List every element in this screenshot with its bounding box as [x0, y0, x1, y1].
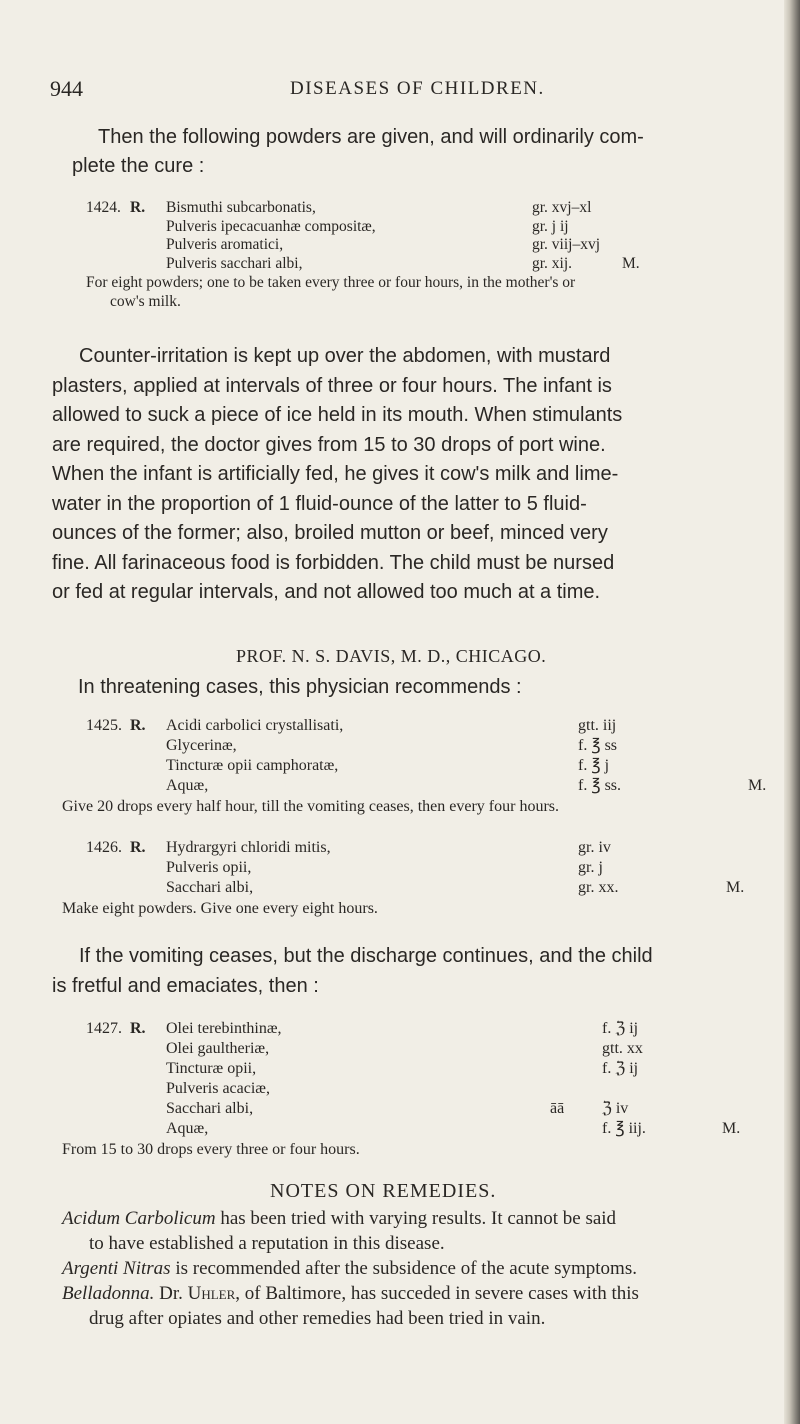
rx-number: 1427. — [86, 1020, 122, 1037]
rx-ingredient: Pulveris opii, — [166, 859, 252, 876]
rx-dose: gr. xx. — [578, 879, 619, 896]
note-text: drug after opiates and other remedies had been tried in vain. — [89, 1308, 546, 1329]
rx-symbol: R. — [130, 839, 146, 856]
running-head: DISEASES OF CHILDREN. — [290, 78, 545, 99]
rx-row — [86, 1039, 766, 1059]
notes-heading: NOTES ON REMEDIES. — [270, 1180, 497, 1202]
rx-ingredient: Pulveris aromatici, — [166, 236, 284, 253]
rx-row — [86, 1059, 766, 1079]
page-edge-shadow — [784, 0, 800, 1424]
physician-heading: PROF. N. S. DAVIS, M. D., CHICAGO. — [236, 646, 547, 666]
rx-dose: gtt. iij — [578, 717, 617, 734]
paragraph-line: When the infant is artificially fed, he gives it cow's milk and lime- — [52, 463, 619, 485]
rx-signature: M. — [748, 777, 767, 794]
paragraph-line: is fretful and emaciates, then : — [52, 974, 319, 997]
rx-ingredient: Tincturæ opii camphoratæ, — [166, 757, 339, 774]
page-number: 944 — [50, 76, 83, 101]
rx-symbol: R. — [130, 199, 146, 216]
paragraph-line: are required, the doctor gives from 15 to 30 drops of port wine. — [52, 433, 606, 456]
rx-row — [86, 1019, 766, 1039]
rx-row — [86, 736, 766, 756]
intro-paragraph-cont — [72, 152, 732, 182]
paragraph-line: or fed at regular intervals, and not allowed too much at a time. — [52, 581, 601, 603]
note-text: is recommended after the subsidence of the acute symptoms. — [170, 1258, 637, 1279]
prescription-1427 — [86, 1019, 766, 1139]
rx-number: 1424. — [86, 199, 121, 216]
rx-dose: gr. xvj–xl — [532, 199, 592, 216]
intro-paragraph — [98, 123, 758, 153]
rx-ingredient: Pulveris acaciæ, — [166, 1080, 270, 1097]
rx-dose: f. ℥ iij. — [602, 1120, 646, 1137]
intro-line: plete the cure : — [72, 155, 205, 177]
rx-row — [86, 1119, 766, 1139]
rx-number: 1426. — [86, 839, 122, 856]
rx-ingredient: Aquæ, — [166, 777, 209, 794]
rx-signature: M. — [722, 1120, 741, 1137]
rx-row — [86, 1099, 766, 1119]
rx-row — [86, 1079, 766, 1099]
rx-row — [86, 199, 766, 218]
rx-row — [86, 858, 766, 878]
rx-ingredient: Pulveris sacchari albi, — [166, 254, 303, 272]
physician-intro: In threatening cases, this physician recommends : — [78, 676, 522, 698]
rx-dose: f. ℥ j — [578, 757, 610, 774]
rx-row — [86, 756, 766, 776]
rx-instruction: Make eight powders. Give one every eight hours. — [62, 900, 378, 917]
rx-ingredient: Acidi carbolici crystallisati, — [166, 717, 344, 734]
notes-on-remedies — [62, 1206, 772, 1331]
rx-row — [86, 255, 766, 274]
rx-dose: f. ℨ ij — [602, 1020, 639, 1037]
prescription-1424 — [86, 199, 766, 273]
rx-dose: gr. j — [578, 859, 603, 876]
prescription-1425 — [86, 716, 766, 796]
note-belladonna — [62, 1281, 772, 1306]
paragraph-line: If the vomiting ceases, but the discharge continues, and the child — [79, 945, 653, 967]
rx-row — [86, 776, 766, 796]
rx-row — [86, 236, 766, 255]
rx-dose: f. ℥ ss. — [578, 777, 622, 794]
paragraph-vomiting — [52, 942, 764, 1001]
rx-ingredient: Sacchari albi, — [166, 1100, 254, 1117]
rx-ingredient: Pulveris ipecacuanhæ compositæ, — [166, 217, 376, 235]
note-text: has been tried with varying results. It cannot be said — [215, 1208, 617, 1229]
remedy-name: Belladonna. — [62, 1283, 155, 1304]
paragraph-counter-irritation — [52, 342, 764, 608]
page-header — [50, 76, 750, 106]
rx-dose: gtt. xx — [602, 1040, 643, 1057]
rx-dose: gr. viij–xvj — [532, 236, 601, 253]
rx-row — [86, 838, 766, 858]
remedy-name: Argenti Nitras — [62, 1258, 171, 1279]
rx-dose: gr. j ij — [532, 217, 569, 235]
note-text: to have established a reputation in this disease. — [89, 1233, 445, 1254]
rx-number: 1425. — [86, 717, 122, 734]
rx-instruction-line: cow's milk. — [110, 292, 181, 310]
rx-dose: gr. iv — [578, 839, 611, 856]
rx-dose: ℨ iv — [602, 1100, 629, 1117]
rx-1424-instruction — [86, 274, 766, 311]
rx-instruction: From 15 to 30 drops every three or four hours. — [62, 1141, 360, 1158]
rx-instruction-line: For eight powders; one to be taken every three or four hours, in the mother's or — [86, 274, 576, 291]
rx-ingredient: Hydrargyri chloridi mitis, — [166, 839, 331, 856]
intro-line: Then the following powders are given, and will ordinarily com- — [98, 126, 644, 148]
paragraph-line: Counter-irritation is kept up over the abdomen, with mustard — [79, 345, 611, 367]
physician-name: Uhler — [187, 1283, 236, 1304]
rx-ingredient: Olei terebinthinæ, — [166, 1020, 282, 1037]
rx-dose: gr. xij. — [532, 254, 573, 272]
rx-ingredient: Tincturæ opii, — [166, 1060, 257, 1077]
paragraph-line: water in the proportion of 1 fluid-ounce of the latter to 5 fluid- — [52, 492, 587, 515]
paragraph-line: plasters, applied at intervals of three or four hours. The infant is — [52, 374, 612, 397]
rx-dose: f. ℥ ss — [578, 737, 618, 754]
note-argenti — [62, 1256, 772, 1281]
remedy-name: Acidum Carbolicum — [62, 1208, 216, 1229]
paragraph-line: fine. All farinaceous food is forbidden. The child must be nursed — [52, 551, 615, 574]
note-text: , of Baltimore, has succeded in severe cases with this — [235, 1283, 639, 1304]
rx-signature: M. — [622, 254, 640, 272]
paragraph-line: allowed to suck a piece of ice held in its mouth. When stimulants — [52, 404, 623, 426]
rx-row — [86, 716, 766, 736]
note-acidum — [62, 1206, 772, 1231]
rx-ingredient: Glycerinæ, — [166, 737, 237, 754]
paragraph-line: ounces of the former; also, broiled mutton or beef, minced very — [52, 522, 608, 544]
rx-dose: f. ℨ ij — [602, 1060, 639, 1077]
rx-ingredient: Aquæ, — [166, 1120, 209, 1137]
rx-instruction: Give 20 drops every half hour, till the vomiting ceases, then every four hours. — [62, 798, 560, 815]
rx-ana-marker: āā — [550, 1100, 565, 1117]
prescription-1426 — [86, 838, 766, 898]
rx-signature: M. — [726, 879, 745, 896]
rx-ingredient: Bismuthi subcarbonatis, — [166, 199, 316, 216]
rx-ingredient: Olei gaultheriæ, — [166, 1040, 270, 1057]
rx-ingredient: Sacchari albi, — [166, 879, 254, 896]
note-text: Dr. — [154, 1283, 188, 1304]
rx-row — [86, 218, 766, 237]
rx-symbol: R. — [130, 717, 146, 734]
rx-symbol: R. — [130, 1020, 146, 1037]
rx-row — [86, 878, 766, 898]
